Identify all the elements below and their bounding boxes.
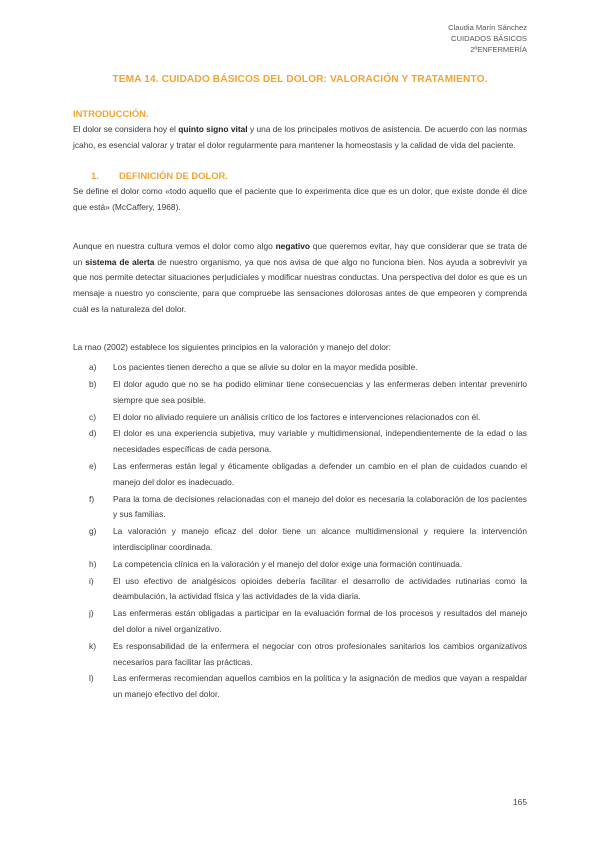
list-item bbox=[73, 557, 527, 573]
page-header bbox=[448, 22, 527, 55]
list-item-text: El dolor no aliviado requiere un análisis crítico de los factores e intervenciones relacionados con él. bbox=[113, 411, 481, 422]
p2-text-b: que queremos evitar, hay que considerar que se trata de un bbox=[73, 240, 527, 267]
list-item-text: Las enfermeras están obligadas a participar en la evaluación formal de los procesos y resultados del manejo del dolor a nivel organizativo. bbox=[113, 608, 527, 634]
p2-text-c: de nuestro organismo, ya que nos avisa de que algo no funciona bien. Nos ayuda a sobrevivir ya que nos permite detectar situaciones perjudiciales y modificar nuestras conductas. Una perspectiva del dolor es que es un mensaje a nuestro yo consciente, para que compruebe las sensaciones dolorosas antes de que empeoren y comprenda cuál es la naturaleza del dolor. bbox=[73, 256, 527, 314]
author-name: Claudia Marín Sánchez bbox=[448, 23, 527, 32]
list-item bbox=[73, 639, 527, 670]
list-item-label: f) bbox=[89, 493, 95, 504]
section-1-title: DEFINICIÓN DE DOLOR. bbox=[119, 170, 228, 182]
intro-text-b: y una de los principales motivos de asistencia. De acuerdo con las normas jcaho, es esencial valorar y tratar el dolor regularmente para mantener la homeostasis y la calidad de vida del paciente. bbox=[73, 124, 528, 150]
section-1-number: 1. bbox=[91, 170, 99, 182]
list-item bbox=[73, 606, 527, 637]
list-item-label: l) bbox=[89, 673, 94, 684]
list-item-label: d) bbox=[89, 428, 97, 439]
list-item-label: j) bbox=[89, 608, 94, 619]
list-item bbox=[73, 426, 527, 457]
intro-text-a: El dolor se considera hoy el bbox=[73, 124, 179, 134]
intro-paragraph bbox=[73, 122, 527, 153]
list-item-label: b) bbox=[89, 378, 97, 389]
document-body bbox=[73, 106, 527, 704]
list-item-text: La competencia clínica en la valoración y el manejo del dolor exige una formación continuada. bbox=[113, 558, 463, 569]
list-item-label: c) bbox=[89, 411, 96, 422]
list-item-text: Las enfermeras están legal y éticamente obligadas a defender un cambio en el plan de cuidados cuando el manejo del dolor es inadecuado. bbox=[113, 461, 527, 487]
list-item bbox=[73, 360, 527, 376]
list-item-label: i) bbox=[89, 575, 94, 586]
course-year: 2ºENFERMERÍA bbox=[470, 45, 527, 54]
list-item bbox=[73, 377, 527, 408]
intro-heading: INTRODUCCIÓN. bbox=[73, 108, 149, 119]
list-item bbox=[73, 459, 527, 490]
list-item-label: h) bbox=[89, 558, 97, 569]
alert-system-paragraph bbox=[73, 239, 527, 318]
list-item-label: k) bbox=[89, 640, 96, 651]
document-title: TEMA 14. CUIDADO BÁSICOS DEL DOLOR: VALORACIÓN Y TRATAMIENTO. bbox=[112, 74, 488, 85]
course-name: CUIDADOS BÁSICOS bbox=[451, 34, 527, 43]
list-item-text: Para la toma de decisiones relacionadas con el manejo del dolor es necesaria la colaboración de los pacientes y sus familias. bbox=[113, 493, 527, 520]
list-item-text: Es responsabilidad de la enfermera el negociar con otros profesionales sanitarios los cambios organizativos necesarios para facilitar las prácticas. bbox=[113, 640, 527, 667]
list-item bbox=[73, 410, 527, 426]
definition-paragraph: Se define el dolor como «todo aquello que el paciente que lo experimenta dice que es un dolor, que existe donde él dice que está» (McCaffery, 1968). bbox=[73, 186, 527, 213]
rnao-intro-paragraph: La rnao (2002) establece los siguientes principios en la valoración y manejo del dolor: bbox=[73, 342, 391, 353]
list-item-text: La valoración y manejo eficaz del dolor tiene un alcance multidimensional y requiere la intervención interdisciplinar coordinada. bbox=[113, 526, 527, 552]
principles-list bbox=[73, 360, 527, 703]
list-item bbox=[73, 524, 527, 555]
page-number: 165 bbox=[513, 797, 527, 807]
list-item bbox=[73, 492, 527, 523]
list-item-label: e) bbox=[89, 461, 97, 471]
list-item-text: El dolor es una experiencia subjetiva, muy variable y multidimensional, independientemente de la edad o las necesidades específicas de cada persona. bbox=[113, 428, 527, 455]
p2-bold-b: sistema de alerta bbox=[85, 256, 155, 267]
list-item-label: a) bbox=[89, 362, 97, 373]
list-item-text: Las enfermeras recomiendan aquellos cambios en la política y la asignación de medios que vayan a respaldar un manejo efectivo del dolor. bbox=[113, 673, 527, 700]
intro-bold: quinto signo vital bbox=[178, 124, 248, 134]
list-item-text: El uso efectivo de analgésicos opioides debería facilitar el desarrollo de actividades rutinarias como la deambulación, la actividad física y las actividades de la vida diaria. bbox=[113, 575, 527, 602]
section-1-heading bbox=[73, 168, 527, 184]
list-item bbox=[73, 671, 527, 702]
list-item-label: g) bbox=[89, 526, 97, 537]
p2-text-a: Aunque en nuestra cultura vemos el dolor como algo bbox=[73, 240, 276, 251]
p2-bold-a: negativo bbox=[275, 240, 310, 251]
list-item bbox=[73, 574, 527, 605]
list-item-text: El dolor agudo que no se ha podido eliminar tiene consecuencias y las enfermeras deben intentar prevenirlo siempre que sea posible. bbox=[113, 378, 527, 405]
list-item-text: Los pacientes tienen derecho a que se alivie su dolor en la mayor medida posible. bbox=[113, 362, 418, 373]
